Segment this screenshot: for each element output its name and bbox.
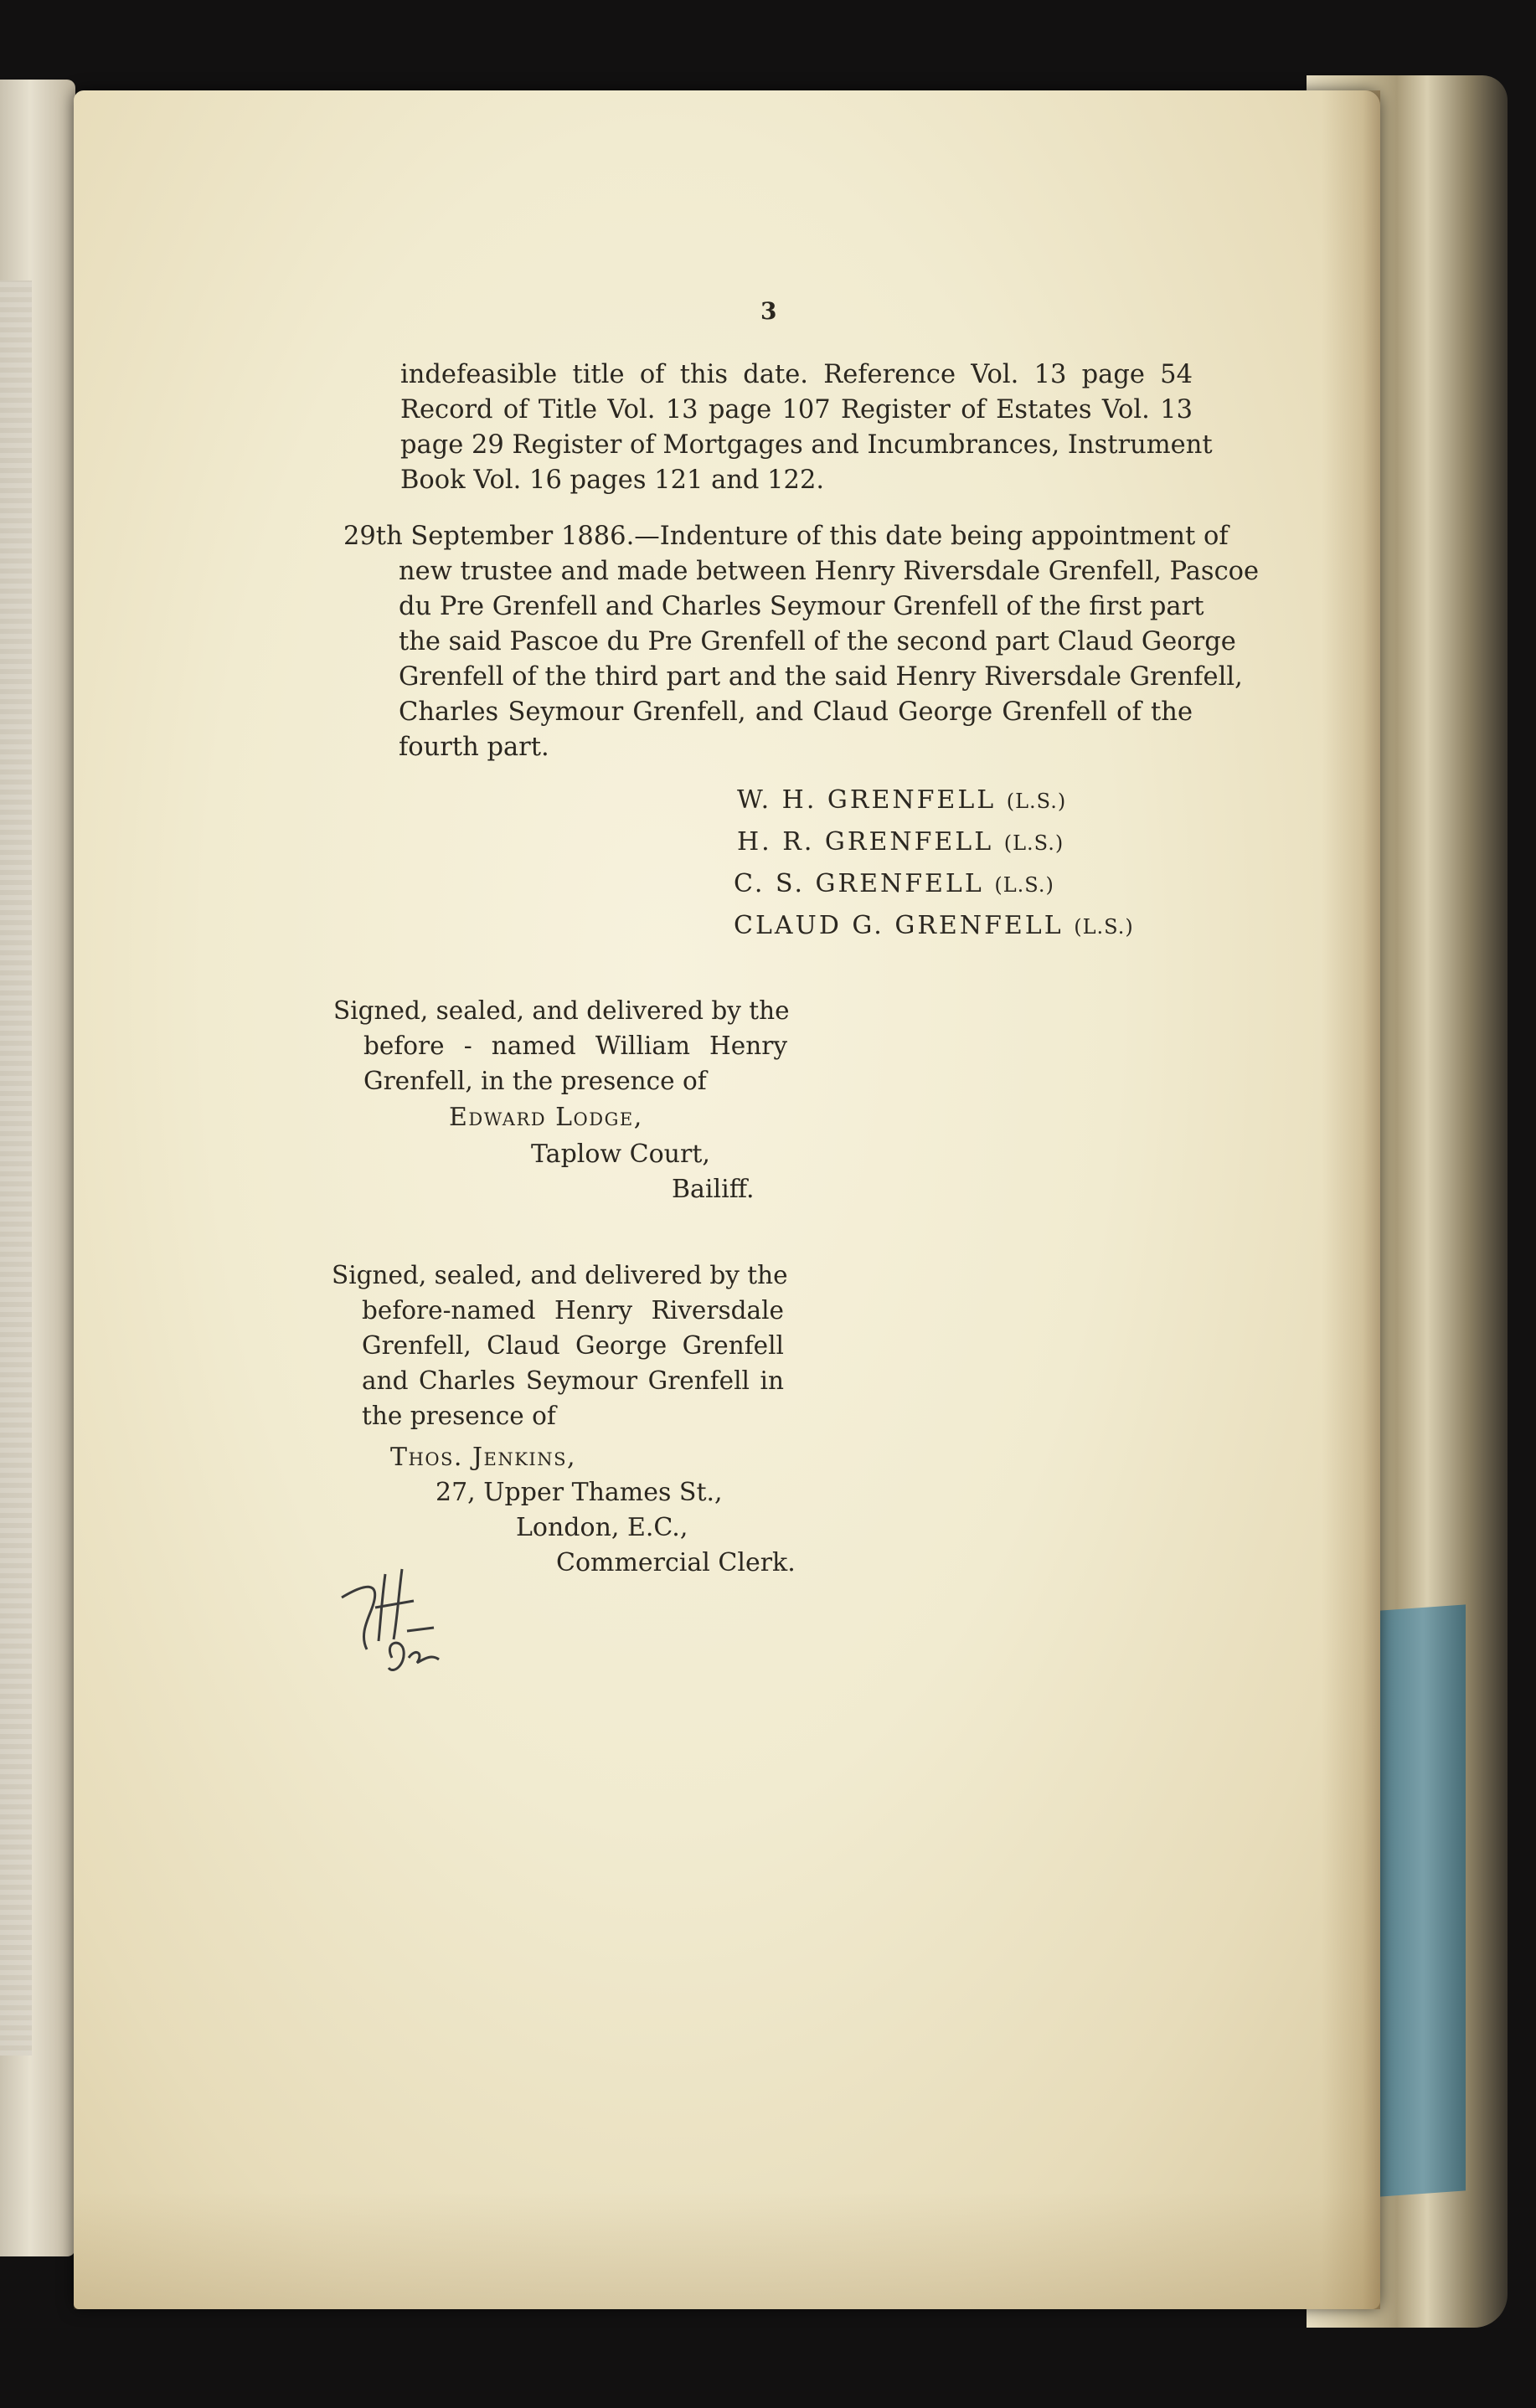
intro-line: Book Vol. 16 pages 121 and 122. xyxy=(400,466,825,495)
signatory-name: C. S. GRENFELL xyxy=(734,869,984,898)
signatory-name: H. R. GRENFELL xyxy=(737,827,994,857)
witness-role: Bailiff. xyxy=(672,1175,755,1204)
witness-line: Grenfell, Claud George Grenfell xyxy=(362,1331,784,1360)
witness-address: Taplow Court, xyxy=(531,1140,710,1169)
entry-paragraph-continued xyxy=(399,554,1260,765)
signatory-line xyxy=(737,785,1066,815)
witness-block-1-continued xyxy=(363,1028,787,1099)
entry-line: du Pre Grenfell and Charles Seymour Grenfell of the first part xyxy=(399,592,1204,621)
signatory-line xyxy=(737,827,1064,857)
witness-block-2-continued xyxy=(362,1293,784,1433)
page-number: 3 xyxy=(760,297,777,325)
entry-line: 29th September 1886.—Indenture of this date being appointment of xyxy=(343,522,1229,551)
seal-mark: (L.S.) xyxy=(994,873,1054,897)
entry-paragraph xyxy=(343,519,1229,554)
seal-mark: (L.S.) xyxy=(1006,790,1067,813)
witness-address: 27, Upper Thames St., xyxy=(436,1478,723,1507)
entry-line: new trustee and made between Henry Riversdale Grenfell, Pascoe xyxy=(399,557,1260,586)
seal-mark: (L.S.) xyxy=(1074,915,1134,939)
witness-role: Commercial Clerk. xyxy=(556,1548,796,1577)
witness-name: Edward Lodge, xyxy=(449,1103,643,1132)
entry-line: Grenfell of the third part and the said Henry Riversdale Grenfell, xyxy=(399,662,1243,692)
intro-paragraph xyxy=(400,358,1213,498)
handwritten-initials xyxy=(333,1557,492,1683)
witness-block-2 xyxy=(332,1258,788,1293)
witness-name: Thos. Jenkins, xyxy=(390,1443,577,1472)
witness-line: and Charles Seymour Grenfell in xyxy=(362,1366,784,1395)
page-shadow-bottom xyxy=(74,2192,1380,2309)
witness-line: the presence of xyxy=(362,1402,556,1430)
signatory-line xyxy=(734,911,1134,940)
intro-line: page 29 Register of Mortgages and Incumbrances, Instrument xyxy=(400,430,1213,460)
intro-line: Record of Title Vol. 13 page 107 Register of Estates Vol. 13 xyxy=(400,395,1193,424)
signatory-line xyxy=(734,869,1054,898)
witness-address: London, E.C., xyxy=(516,1513,688,1542)
signatory-name: W. H. GRENFELL xyxy=(737,785,997,815)
witness-line: Grenfell, in the presence of xyxy=(363,1067,707,1095)
seal-mark: (L.S.) xyxy=(1003,831,1064,855)
signatory-name: CLAUD G. GRENFELL xyxy=(734,911,1064,940)
entry-line: Charles Seymour Grenfell, and Claud George Grenfell of the xyxy=(399,697,1193,727)
intro-line: indefeasible title of this date. Reference Vol. 13 page 54 xyxy=(400,360,1193,389)
witness-block-1 xyxy=(333,993,790,1028)
entry-line: the said Pascoe du Pre Grenfell of the second part Claud George xyxy=(399,627,1236,656)
witness-line: before - named William Henry xyxy=(363,1032,787,1060)
left-page-edge xyxy=(0,80,75,2256)
witness-line: before-named Henry Riversdale xyxy=(362,1296,784,1325)
page-shadow-edge xyxy=(1322,90,1380,2309)
witness-line: Signed, sealed, and delivered by the xyxy=(332,1261,788,1289)
entry-line: fourth part. xyxy=(399,733,549,762)
left-page-text-strip xyxy=(0,280,32,2056)
blue-tab-marker xyxy=(1380,1604,1466,2196)
witness-line: Signed, sealed, and delivered by the xyxy=(333,996,790,1025)
